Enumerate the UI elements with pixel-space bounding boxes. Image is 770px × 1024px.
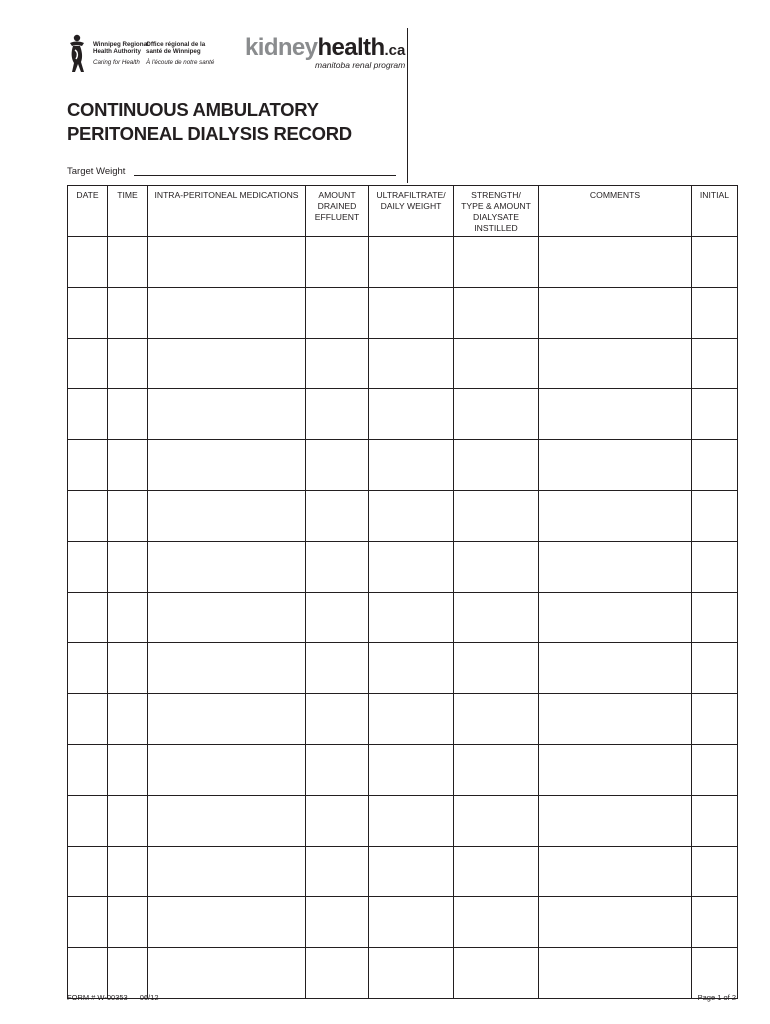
table-row [68, 287, 738, 338]
strength-cell[interactable] [454, 541, 539, 592]
medications-cell[interactable] [148, 846, 306, 897]
date-cell[interactable] [68, 541, 108, 592]
time-cell[interactable] [108, 643, 148, 694]
table-row [68, 948, 738, 999]
initial-cell[interactable] [692, 440, 738, 491]
ultrafiltrate-cell[interactable] [369, 592, 454, 643]
target-weight-label: Target Weight [67, 166, 126, 177]
comments-cell[interactable] [539, 541, 692, 592]
strength-cell[interactable] [454, 744, 539, 795]
amount-drained-cell[interactable] [306, 643, 369, 694]
ultrafiltrate-cell[interactable] [369, 744, 454, 795]
time-cell[interactable] [108, 592, 148, 643]
target-weight-field[interactable] [134, 175, 396, 176]
strength-cell[interactable] [454, 846, 539, 897]
time-cell[interactable] [108, 897, 148, 948]
medications-cell[interactable] [148, 287, 306, 338]
table-row [68, 490, 738, 541]
initial-cell[interactable] [692, 643, 738, 694]
amount-drained-cell[interactable] [306, 744, 369, 795]
medications-cell[interactable] [148, 389, 306, 440]
strength-cell[interactable] [454, 389, 539, 440]
date-cell[interactable] [68, 490, 108, 541]
strength-cell[interactable] [454, 795, 539, 846]
date-cell[interactable] [68, 795, 108, 846]
column-header-comments: COMMENTS [539, 186, 692, 237]
date-cell[interactable] [68, 643, 108, 694]
table-row [68, 744, 738, 795]
time-cell[interactable] [108, 338, 148, 389]
strength-cell[interactable] [454, 338, 539, 389]
page-number: Page 1 of 2 [697, 993, 736, 1002]
table-row [68, 541, 738, 592]
comments-cell[interactable] [539, 897, 692, 948]
comments-cell[interactable] [539, 592, 692, 643]
column-header-ultrafiltrate: ULTRAFILTRATE/ DAILY WEIGHT [369, 186, 454, 237]
time-cell[interactable] [108, 694, 148, 745]
time-cell[interactable] [108, 846, 148, 897]
ultrafiltrate-cell[interactable] [369, 795, 454, 846]
kidneyhealth-logo [245, 36, 405, 72]
amount-drained-cell[interactable] [306, 694, 369, 745]
table-row [68, 795, 738, 846]
amount-drained-cell[interactable] [306, 237, 369, 288]
column-header-amount-drained: AMOUNT DRAINED EFFLUENT [306, 186, 369, 237]
strength-cell[interactable] [454, 490, 539, 541]
date-cell[interactable] [68, 744, 108, 795]
time-cell[interactable] [108, 744, 148, 795]
table-row [68, 592, 738, 643]
strength-cell[interactable] [454, 948, 539, 999]
amount-drained-cell[interactable] [306, 338, 369, 389]
column-header-strength: STRENGTH/ TYPE & AMOUNT DIALYSATE INSTILLED [454, 186, 539, 237]
amount-drained-cell[interactable] [306, 490, 369, 541]
medications-cell[interactable] [148, 541, 306, 592]
amount-drained-cell[interactable] [306, 287, 369, 338]
initial-cell[interactable] [692, 490, 738, 541]
column-header-medications: INTRA-PERITONEAL MEDICATIONS [148, 186, 306, 237]
wrha-name-french: Office régional de la santé de Winnipeg À l'écoute de notre santé [146, 41, 215, 66]
medications-cell[interactable] [148, 744, 306, 795]
comments-cell[interactable] [539, 846, 692, 897]
time-cell[interactable] [108, 440, 148, 491]
amount-drained-cell[interactable] [306, 897, 369, 948]
comments-cell[interactable] [539, 237, 692, 288]
date-cell[interactable] [68, 287, 108, 338]
table-row [68, 897, 738, 948]
amount-drained-cell[interactable] [306, 541, 369, 592]
date-cell[interactable] [68, 897, 108, 948]
initial-cell[interactable] [692, 694, 738, 745]
initial-cell[interactable] [692, 744, 738, 795]
initial-cell[interactable] [692, 287, 738, 338]
table-header-row [68, 186, 738, 237]
medications-cell[interactable] [148, 338, 306, 389]
date-cell[interactable] [68, 338, 108, 389]
wrha-logo [66, 34, 226, 74]
wrha-figure-icon [66, 34, 88, 74]
amount-drained-cell[interactable] [306, 592, 369, 643]
comments-cell[interactable] [539, 287, 692, 338]
header-divider [407, 28, 408, 183]
form-number: FORM # W-00353 06/12 [67, 993, 159, 1002]
ultrafiltrate-cell[interactable] [369, 287, 454, 338]
medications-cell[interactable] [148, 490, 306, 541]
kidneyhealth-wordmark: kidneyhealth.ca [245, 34, 406, 61]
date-cell[interactable] [68, 440, 108, 491]
comments-cell[interactable] [539, 948, 692, 999]
initial-cell[interactable] [692, 897, 738, 948]
column-header-date: DATE [68, 186, 108, 237]
amount-drained-cell[interactable] [306, 948, 369, 999]
medications-cell[interactable] [148, 897, 306, 948]
ultrafiltrate-cell[interactable] [369, 897, 454, 948]
time-cell[interactable] [108, 541, 148, 592]
table-row [68, 237, 738, 288]
time-cell[interactable] [108, 287, 148, 338]
time-cell[interactable] [108, 237, 148, 288]
strength-cell[interactable] [454, 592, 539, 643]
medications-cell[interactable] [148, 694, 306, 745]
date-cell[interactable] [68, 389, 108, 440]
time-cell[interactable] [108, 490, 148, 541]
wrha-name-english: Winnipeg Regional Health Authority Caring for Health [93, 41, 149, 66]
comments-cell[interactable] [539, 338, 692, 389]
medications-cell[interactable] [148, 592, 306, 643]
table-row [68, 643, 738, 694]
ultrafiltrate-cell[interactable] [369, 389, 454, 440]
strength-cell[interactable] [454, 694, 539, 745]
initial-cell[interactable] [692, 237, 738, 288]
dialysis-record-table [67, 185, 738, 999]
initial-cell[interactable] [692, 846, 738, 897]
ultrafiltrate-cell[interactable] [369, 338, 454, 389]
initial-cell[interactable] [692, 389, 738, 440]
amount-drained-cell[interactable] [306, 440, 369, 491]
amount-drained-cell[interactable] [306, 795, 369, 846]
strength-cell[interactable] [454, 287, 539, 338]
ultrafiltrate-cell[interactable] [369, 643, 454, 694]
date-cell[interactable] [68, 592, 108, 643]
medications-cell[interactable] [148, 237, 306, 288]
ultrafiltrate-cell[interactable] [369, 948, 454, 999]
time-cell[interactable] [108, 795, 148, 846]
table-row [68, 338, 738, 389]
initial-cell[interactable] [692, 338, 738, 389]
initial-cell[interactable] [692, 592, 738, 643]
comments-cell[interactable] [539, 389, 692, 440]
column-header-time: TIME [108, 186, 148, 237]
ultrafiltrate-cell[interactable] [369, 694, 454, 745]
time-cell[interactable] [108, 389, 148, 440]
ultrafiltrate-cell[interactable] [369, 490, 454, 541]
kidneyhealth-subtitle: manitoba renal program [315, 60, 406, 70]
table-row [68, 694, 738, 745]
page-title: CONTINUOUS AMBULATORY PERITONEAL DIALYSIS RECORD [67, 99, 352, 144]
medications-cell[interactable] [148, 440, 306, 491]
date-cell[interactable] [68, 694, 108, 745]
table-row [68, 846, 738, 897]
strength-cell[interactable] [454, 643, 539, 694]
table-row [68, 389, 738, 440]
comments-cell[interactable] [539, 795, 692, 846]
initial-cell[interactable] [692, 541, 738, 592]
strength-cell[interactable] [454, 237, 539, 288]
initial-cell[interactable] [692, 948, 738, 999]
ultrafiltrate-cell[interactable] [369, 237, 454, 288]
amount-drained-cell[interactable] [306, 846, 369, 897]
medications-cell[interactable] [148, 795, 306, 846]
column-header-initial: INITIAL [692, 186, 738, 237]
date-cell[interactable] [68, 948, 108, 999]
ultrafiltrate-cell[interactable] [369, 440, 454, 491]
medications-cell[interactable] [148, 643, 306, 694]
comments-cell[interactable] [539, 643, 692, 694]
date-cell[interactable] [68, 237, 108, 288]
table-row [68, 440, 738, 491]
comments-cell[interactable] [539, 694, 692, 745]
medications-cell[interactable] [148, 948, 306, 999]
comments-cell[interactable] [539, 440, 692, 491]
strength-cell[interactable] [454, 897, 539, 948]
date-cell[interactable] [68, 846, 108, 897]
time-cell[interactable] [108, 948, 148, 999]
ultrafiltrate-cell[interactable] [369, 541, 454, 592]
strength-cell[interactable] [454, 440, 539, 491]
ultrafiltrate-cell[interactable] [369, 846, 454, 897]
comments-cell[interactable] [539, 744, 692, 795]
comments-cell[interactable] [539, 490, 692, 541]
amount-drained-cell[interactable] [306, 389, 369, 440]
initial-cell[interactable] [692, 795, 738, 846]
